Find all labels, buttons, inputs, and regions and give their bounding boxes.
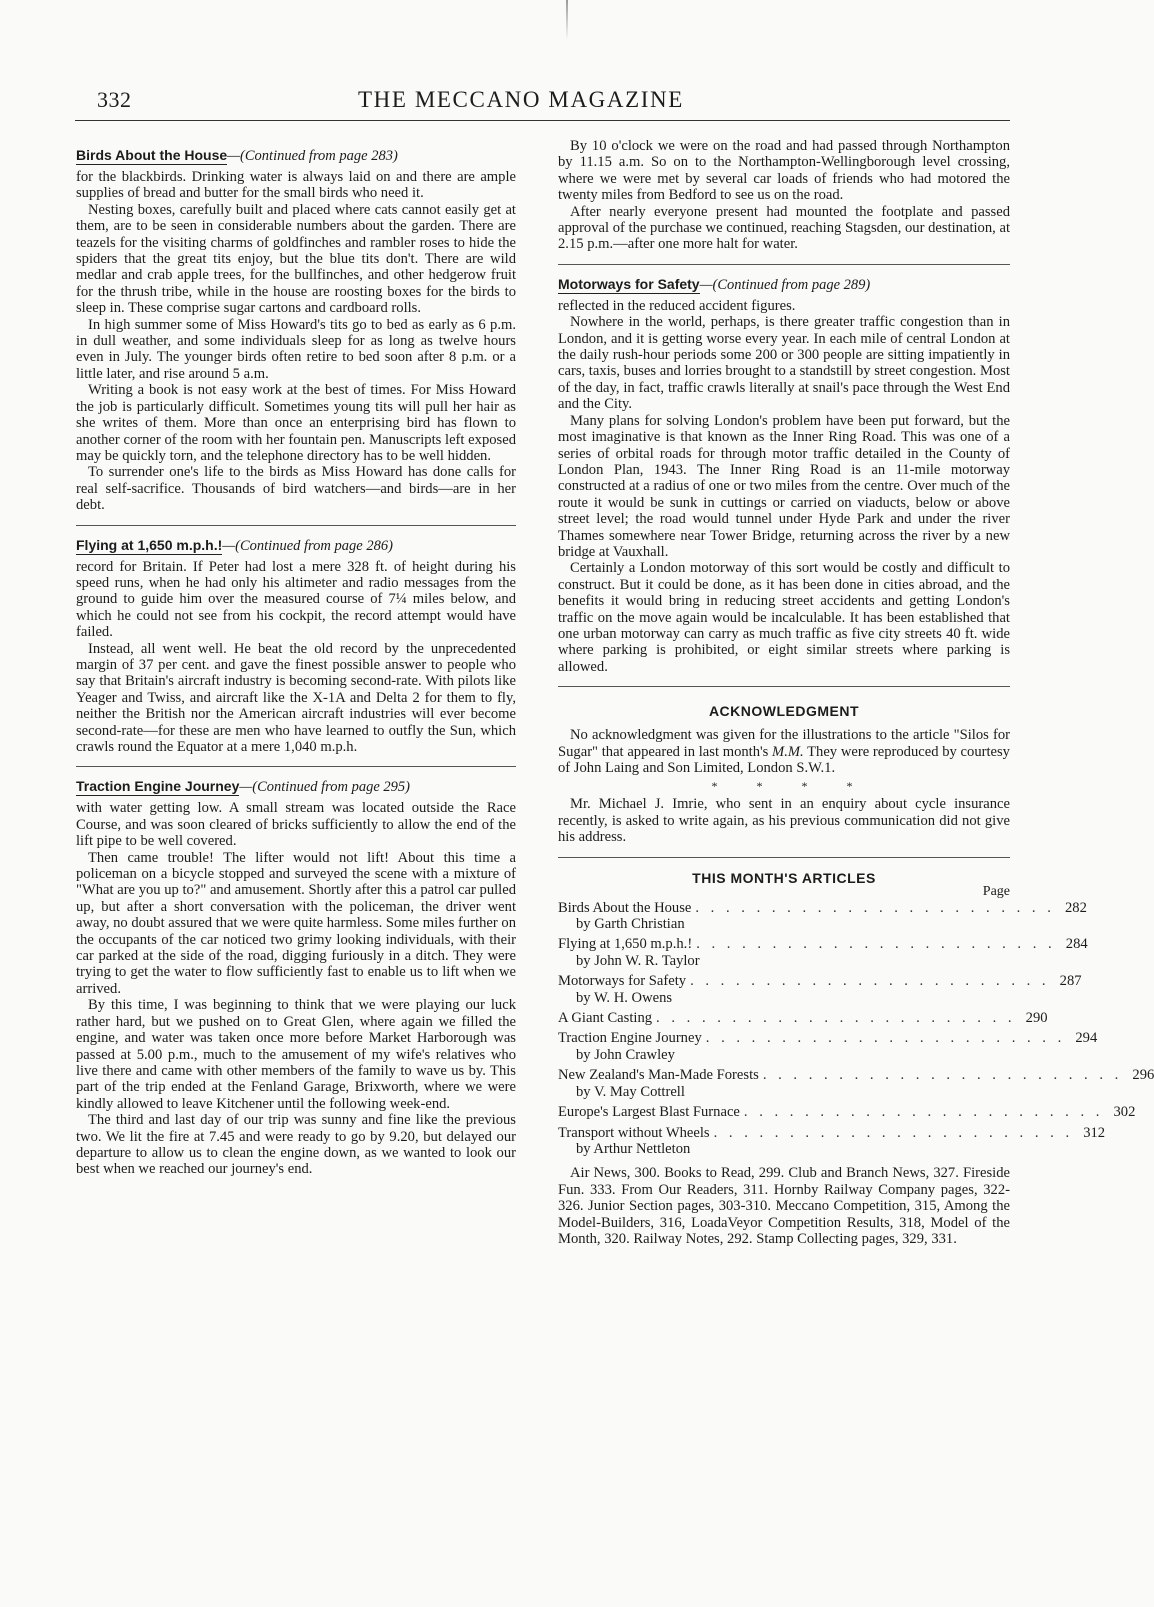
paragraph: Instead, all went well. He beat the old record by the unprecedented margin of 37 per cent. and gave the finest possible answer to people who say that Britain's aircraft industry is becoming second-rate. With pilots like Yeager and Twiss, and aircraft like the X-1A and Delta 2 for them to fly, neither the British nor the American aircraft industries will ever become second-rate—for these are men who have learned to outfly the Sun, which crawls round the Equator at a mere 1,040 m.p.h. — [76, 640, 516, 755]
section-title: Flying at 1,650 m.p.h.! — [76, 536, 223, 553]
section-divider — [558, 264, 1010, 265]
paragraph: The third and last day of our trip was sunny and fine like the previous two. We lit the fire at 7.45 and were ready to go by 9.20, but delayed our departure to allow us to clean the engine down, as we wanted to look our best when we reached our journey's end. — [76, 1112, 516, 1178]
toc-title: New Zealand's Man-Made Forests — [558, 1067, 759, 1084]
paragraph: Certainly a London motorway of this sort would be costly and difficult to construct. But it could be done, as it has been done in cities abroad, and the benefits it would bring in reducing street accidents and getting London's traffic on the move again would be incalculable. It has been established that one urban motorway can carry as much traffic as five city streets 40 ft. wide where parking is prohibited, or eight similar streets where parking is allowed. — [558, 560, 1010, 675]
toc-entry — [558, 936, 1088, 969]
toc-title: Flying at 1,650 m.p.h.! — [558, 936, 693, 953]
index-paragraph: Air News, 300. Books to Read, 299. Club and Branch News, 327. Fireside Fun. 333. From Our Readers, 311. Hornby Railway Company pages, 322-326. Junior Section pages, 303-310. Meccano Competition, 315, Among the Model-Builders, 316, LoadaVeyor Competition Results, 318, Model of the Month, 320. Railway Notes, 292. Stamp Collecting pages, 329, 331. — [558, 1165, 1010, 1247]
articles-heading: THIS MONTH'S ARTICLES — [692, 869, 876, 886]
toc-entry — [558, 899, 1087, 933]
toc-entry — [558, 1124, 1106, 1158]
toc-title: Motorways for Safety — [558, 973, 687, 990]
magazine-title: THE MECCANO MAGAZINE — [358, 87, 684, 112]
toc-line — [558, 899, 1087, 916]
section-heading-motorways — [558, 275, 1010, 294]
acknowledgment-text: They were reproduced by courtesy of John Laing and Son Limited, London S.W.1. — [558, 743, 1010, 776]
page-number: 332 — [97, 87, 132, 112]
toc-leader-dots: . . . . . . . . . . . . . . . . . . . . . . . . — [762, 1067, 1123, 1084]
toc-leader-dots: . . . . . . . . . . . . . . . . . . . . . . . . — [713, 1124, 1074, 1141]
paragraph: Nowhere in the world, perhaps, is there greater traffic congestion than in London, and it is getting worse every year. In each mile of central London at the daily rush-hour periods some 200 or 300 people are sitting impatiently in cars, taxis, buses and lorries brought to a standstill by street congestion. Most of the day, in fact, traffic crawls literally at snail's pace through the West End and the City. — [558, 314, 1010, 413]
toc-leader-dots: . . . . . . . . . . . . . . . . . . . . . . . . — [696, 936, 1056, 953]
acknowledgment-heading: ACKNOWLEDGMENT — [708, 703, 860, 720]
left-column — [76, 138, 516, 1178]
paragraph: Many plans for solving London's problem have been put forward, but the most imaginative is that known as the Inner Ring Road. This was one of a series of orbital roads for through motor traffic detailed in the County of London Plan, 1943. The Inner Ring Road is an 11-mile motorway constructed at a radius of one or two miles from the centre. Over much of the route it would be sunk in cuttings or carried on viaducts, below or above street level; the road would tunnel under Hyde Park and under the river Thames somewhere near Tower Bridge, returning across the river by a new bridge at Vauxhall. — [558, 412, 1010, 560]
acknowledgment-paragraph — [558, 727, 1010, 776]
section-heading-traction — [76, 777, 516, 796]
toc-leader-dots: . . . . . . . . . . . . . . . . . . . . . . . . — [656, 1010, 1016, 1027]
toc-entry — [558, 973, 1082, 1006]
paragraph: Writing a book is not easy work at the best of times. For Miss Howard the job is particularly difficult. Sometimes young tits will pull her hair as she writes of them. More than once an enterprising bird has flown to another corner of the room with her fountain pen. Manuscripts left exposed may be quickly torn, and the telephone directory has to be well hidden. — [76, 382, 516, 464]
section-heading-flying — [76, 536, 516, 555]
toc-title: A Giant Casting — [558, 1010, 653, 1027]
paragraph: reflected in the reduced accident figures. — [558, 297, 796, 314]
paragraph: record for Britain. If Peter had lost a mere 328 ft. of height during his speed runs, when he had only his altimeter and radio messages from the ground to guide him over the measured course of 7¼ miles below, and which he could not see from his cockpit, the record attempt would have failed. — [76, 558, 516, 641]
toc-line — [558, 1010, 1048, 1027]
continuation-note: —(Continued from page 286) — [222, 537, 393, 554]
toc-page-number: 302 — [1113, 1104, 1136, 1121]
acknowledgment-text: No acknowledgment was given for the illustrations to the article "Silos for Sugar" that appeared in last month's — [558, 727, 1010, 760]
toc-entry — [558, 1104, 1136, 1121]
toc-page-number: 284 — [1065, 936, 1088, 953]
toc-entry — [558, 1067, 1154, 1100]
paragraph: After nearly everyone present had mounted the footplate and passed approval of the purchase we continued, reaching Stagsden, our destination, at 2.15 p.m.—after one more halt for water. — [558, 203, 1010, 253]
paragraph: for the blackbirds. Drinking water is always laid on and there are ample supplies of bread and butter for the small birds who need it. — [76, 169, 516, 202]
toc-author: by W. H. Owens — [576, 989, 673, 1006]
scan-mark — [566, 0, 568, 40]
toc-page-number: 294 — [1075, 1030, 1098, 1047]
section-divider — [558, 686, 1010, 687]
toc-title: Transport without Wheels — [558, 1124, 710, 1141]
imrie-notice: Mr. Michael J. Imrie, who sent in an enquiry about cycle insurance recently, is asked to write again, as his previous communication did not give his address. — [558, 796, 1010, 846]
toc-entry — [558, 1030, 1098, 1063]
toc-leader-dots: . . . . . . . . . . . . . . . . . . . . . . . . — [695, 899, 1055, 916]
toc-line — [558, 936, 1088, 953]
toc-page-number: 312 — [1083, 1124, 1106, 1141]
header-rule — [75, 120, 1010, 121]
paragraph: By this time, I was beginning to think that we were playing our luck rather hard, but we pushed on to Great Glen, where again we filled the engine, and water was taken once more before Market Harborough was passed at 5.00 p.m., much to the amusement of my wife's relatives who live there and came with other members of the family to wave us by. This part of the trip ended at the Fenland Garage, Brixworth, where we were kindly allowed to leave Kitchener until the following week-end. — [76, 997, 516, 1112]
section-divider — [76, 766, 516, 767]
articles-list — [558, 899, 1154, 1158]
toc-title: Europe's Largest Blast Furnace — [558, 1104, 740, 1121]
paragraph: By 10 o'clock we were on the road and had passed through Northampton by 11.15 a.m. So on to the Northampton-Wellingborough level crossing, where we were met by several car loads of friends who had motored the twenty miles from Bedford to see us on the road. — [558, 138, 1010, 204]
section-title: Traction Engine Journey — [76, 778, 240, 795]
toc-page-number: 287 — [1059, 973, 1082, 990]
toc-page-number: 282 — [1064, 899, 1087, 916]
paragraph: Nesting boxes, carefully built and placed where cats cannot easily get at them, are to be seen in considerable numbers about the garden. There are teazels for the visiting charms of goldfinches and rambler roses to hide the spiders that the great tits enjoy, but the blue tits don't. There are wild medlar and crab apple trees, for the bullfinches, and other hedgerow fruit for the thrush tribe, while in the house are roosting boxes for the birds to sleep in. These comprise sugar cartons and cardboard rolls. — [76, 201, 516, 317]
paragraph: In high summer some of Miss Howard's tits go to bed as early as 6 p.m. in dull weather, and some individuals sleep for as long as twelve hours even in July. The younger birds often retire to bed soon after 8 p.m. or a little later, and rise around 5 a.m. — [76, 316, 516, 382]
toc-line — [558, 1030, 1098, 1047]
toc-leader-dots: . . . . . . . . . . . . . . . . . . . . . . . . — [705, 1030, 1066, 1047]
toc-author: by Arthur Nettleton — [576, 1140, 691, 1157]
toc-title: Birds About the House — [558, 899, 692, 916]
section-divider — [558, 857, 1010, 858]
toc-author: by Garth Christian — [576, 916, 685, 933]
toc-author: by V. May Cottrell — [576, 1083, 685, 1100]
paragraph: Then came trouble! The lifter would not lift! About this time a policeman on a bicycle stopped and surveyed the scene with a mixture of "What are you up to?" and amusement. Shortly after this a patrol car pulled up, but after a short conversation with the policeman, the driver went away, no doubt assured that we were quite harmless. Some miles further on the occupants of the car noticed two grimy looking individuals, with their car parked at the side of the road, digging furiously in a ditch. They were trying to get the water to flow sufficiently fast to enable us to lift when we arrived. — [76, 849, 516, 997]
right-column — [558, 138, 1154, 1247]
star-separator: * * * * — [711, 779, 871, 794]
toc-page-label: Page — [982, 883, 1010, 899]
toc-line — [558, 1104, 1136, 1121]
paragraph: To surrender one's life to the birds as Miss Howard has done calls for real self-sacrifice. Thousands of bird watchers—and birds—are in her debt. — [76, 464, 516, 514]
toc-leader-dots: . . . . . . . . . . . . . . . . . . . . . . . . — [743, 1104, 1104, 1121]
toc-line — [558, 1067, 1154, 1084]
section-title: Motorways for Safety — [558, 275, 700, 292]
continuation-note: —(Continued from page 283) — [227, 148, 398, 164]
continuation-note: —(Continued from page 295) — [239, 779, 411, 796]
section-title: Birds About the House — [76, 147, 228, 163]
toc-entry — [558, 1010, 1048, 1027]
section-divider — [76, 525, 516, 526]
toc-page-number: 296 — [1132, 1067, 1154, 1084]
toc-line — [558, 1124, 1106, 1141]
toc-line — [558, 973, 1082, 990]
toc-author: by John Crawley — [576, 1046, 675, 1063]
section-heading-birds — [76, 146, 516, 165]
paragraph: with water getting low. A small stream was located outside the Race Course, and was soon cleared of bricks sufficiently to allow the end of the lift pipe to be well covered. — [76, 800, 516, 850]
continuation-note: —(Continued from page 289) — [699, 276, 871, 293]
toc-page-number: 290 — [1025, 1010, 1048, 1027]
magazine-ref: M.M. — [772, 743, 804, 760]
toc-title: Traction Engine Journey — [558, 1030, 702, 1047]
toc-author: by John W. R. Taylor — [576, 952, 700, 969]
toc-leader-dots: . . . . . . . . . . . . . . . . . . . . . . . . — [690, 973, 1050, 990]
